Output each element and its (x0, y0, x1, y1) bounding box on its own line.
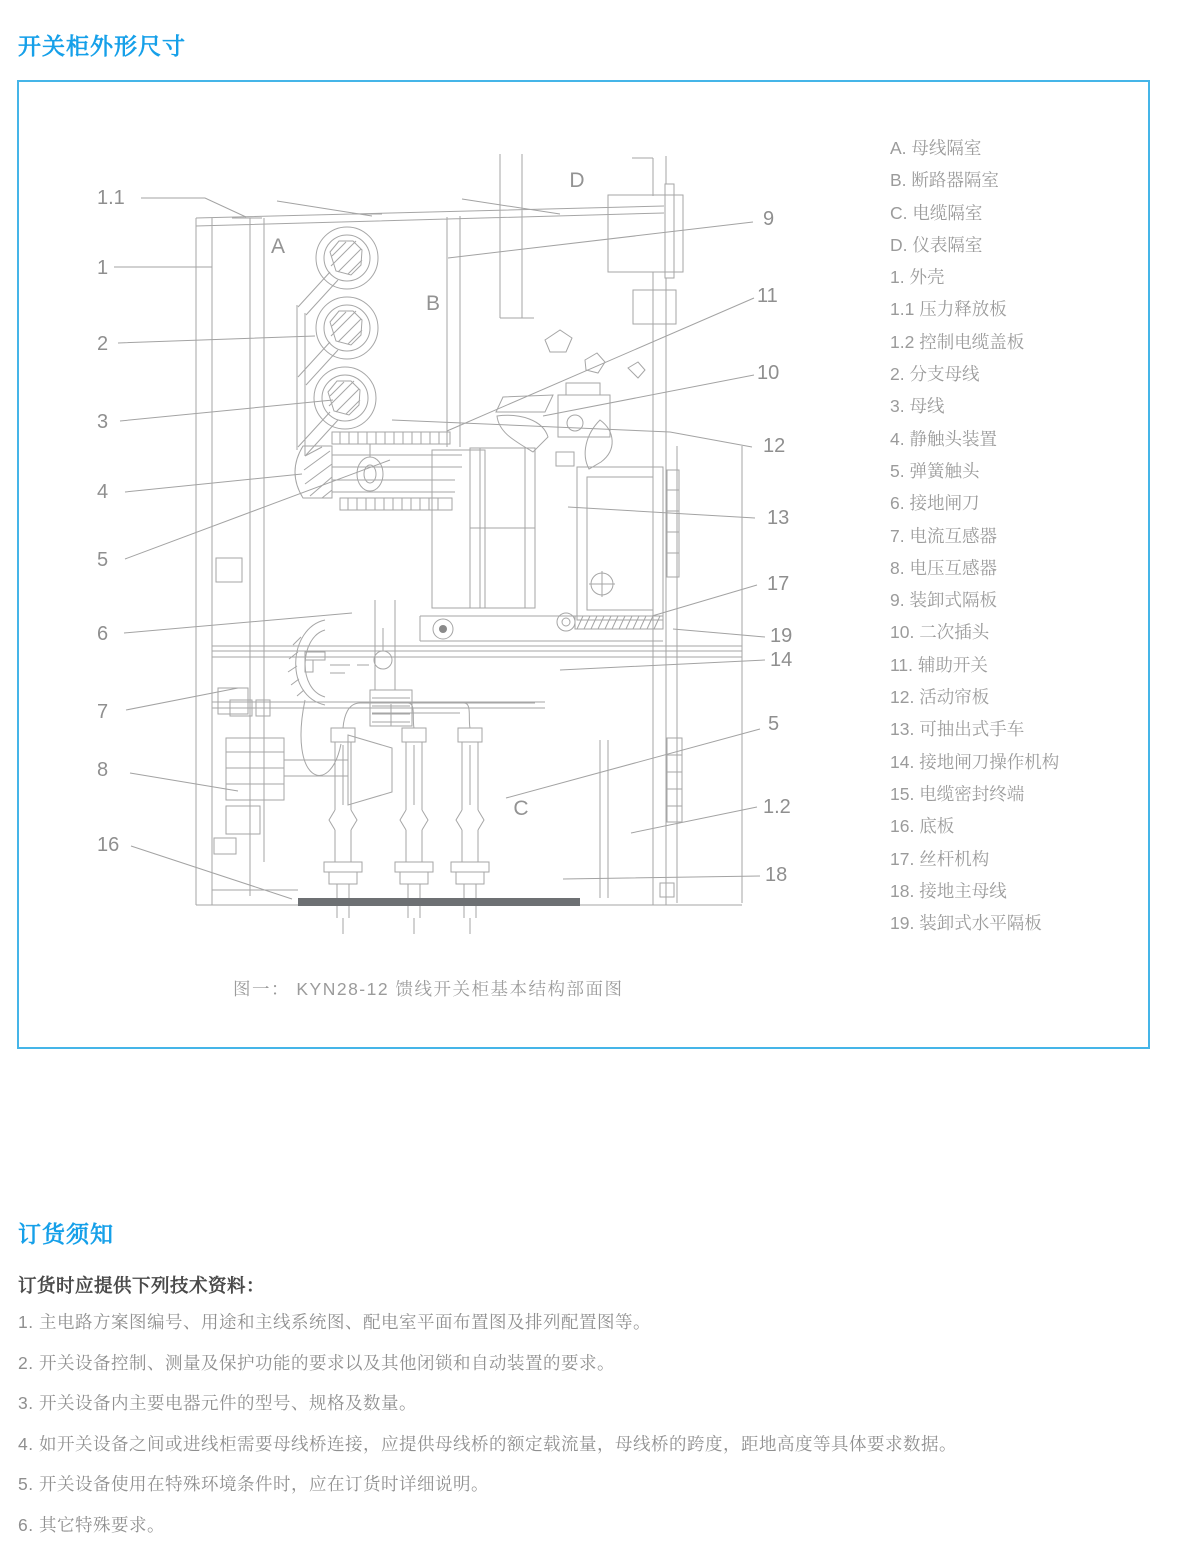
callout-1-2: 1.2 (763, 796, 791, 818)
legend-item: 16. 底板 (890, 816, 955, 837)
section-title-ordering: 订货须知 (18, 1221, 114, 1247)
legend-item: 1.1 压力释放板 (890, 299, 1007, 320)
callout-4: 4 (97, 481, 109, 503)
legend-item: 12. 活动帘板 (890, 687, 990, 708)
earthing-main-bus-bar (298, 898, 580, 906)
ordering-item: 1. 主电路方案图编号、用途和主线系统图、配电室平面布置图及排列配置图等。 (18, 1312, 651, 1332)
callout-19: 19 (770, 625, 793, 647)
callout-12: 12 (763, 435, 786, 457)
ordering-item: 5. 开关设备使用在特殊环境条件时，应在订货时详细说明。 (18, 1474, 489, 1494)
legend-item: C. 电缆隔室 (890, 202, 983, 223)
ordering-list (18, 1302, 1168, 1545)
legend-item: 15. 电缆密封终端 (890, 783, 1025, 804)
legend-item: 7. 电流互感器 (890, 525, 997, 546)
current-transformer (288, 620, 325, 705)
callout-1: 1 (97, 257, 109, 279)
legend-item: 5. 弹簧触头 (890, 460, 980, 481)
compartment-letters (271, 169, 585, 820)
callout-3: 3 (97, 411, 109, 433)
ordering-item: 2. 开关设备控制、测量及保护功能的要求以及其他闭锁和自动装置的要求。 (18, 1352, 615, 1373)
horizontal-partitions (212, 646, 742, 708)
legend-item: 3. 母线 (890, 396, 945, 417)
compartment-a-label: A (270, 235, 286, 258)
breaker-truck (432, 330, 645, 608)
legend-item: 8. 电压互感器 (890, 557, 997, 578)
section-title-dimensions: 开关柜外形尺寸 (18, 33, 186, 59)
legend-item: 19. 装卸式水平隔板 (890, 913, 1042, 934)
callout-11: 11 (757, 285, 778, 307)
legend-item: 13. 可抽出式手车 (890, 719, 1025, 740)
compartment-b-label: B (425, 292, 441, 315)
callout-13: 13 (767, 507, 790, 529)
callout-7: 7 (97, 701, 109, 723)
callout-8: 8 (97, 759, 109, 781)
legend-item: 1. 外壳 (890, 267, 945, 288)
callout-17: 17 (767, 573, 790, 595)
callout-labels-right (757, 208, 792, 886)
callout-10: 10 (757, 362, 780, 384)
ordering-item: 4. 如开关设备之间或进线柜需要母线桥连接，应提供母线桥的额定载流量，母线桥的跨度，距地高度等具体要求数据。 (18, 1433, 957, 1454)
figure-caption: 图一： KYN28-12 馈线开关柜基本结构部面图 (233, 979, 624, 999)
legend-item: 2. 分支母线 (890, 364, 980, 385)
callout-9: 9 (763, 208, 775, 230)
legend-item: 11. 辅助开关 (890, 654, 988, 675)
cable-runs (301, 700, 535, 775)
callout-18: 18 (765, 864, 788, 886)
cabinet-frame (196, 154, 742, 905)
compartment-d-label: D (569, 169, 585, 192)
earthing-switch (330, 600, 412, 726)
panel-and-rails (420, 467, 663, 641)
callout-6: 6 (97, 623, 109, 645)
legend-item: 1.2 控制电缆盖板 (890, 331, 1025, 352)
legend-item: 17. 丝杆机构 (890, 848, 990, 869)
legend-item: 6. 接地闸刀 (890, 493, 980, 514)
ordering-item: 3. 开关设备内主要电器元件的型号、规格及数量。 (18, 1393, 417, 1413)
legend-list (890, 132, 1140, 939)
legend-item: A. 母线隔室 (890, 138, 982, 158)
legend-item: B. 断路器隔室 (890, 170, 999, 191)
legend-item: 18. 接地主母线 (890, 880, 1007, 901)
callout-5b: 5 (768, 713, 780, 735)
ordering-subtitle: 订货时应提供下列技术资料： (18, 1275, 266, 1296)
branch-bus (297, 272, 338, 456)
callout-1-1: 1.1 (97, 187, 125, 209)
legend-item: 10. 二次插头 (890, 622, 990, 643)
busbar-bushings (314, 227, 378, 429)
callout-2: 2 (97, 333, 109, 355)
voltage-transformer (214, 558, 392, 854)
callout-16: 16 (97, 834, 120, 856)
legend-item: 9. 装卸式隔板 (890, 590, 997, 611)
callout-labels-left (97, 187, 125, 856)
legend-item: 14. 接地闸刀操作机构 (890, 751, 1060, 772)
legend-item: D. 仪表隔室 (890, 234, 983, 255)
legend-item: 4. 静触头装置 (890, 428, 997, 449)
callout-5: 5 (97, 549, 109, 571)
compartment-c-label: C (513, 797, 529, 820)
static-contact-assembly (295, 432, 462, 510)
figure-box (17, 80, 1150, 1049)
ordering-item: 6. 其它特殊要求。 (18, 1514, 165, 1535)
callout-14: 14 (770, 649, 793, 671)
